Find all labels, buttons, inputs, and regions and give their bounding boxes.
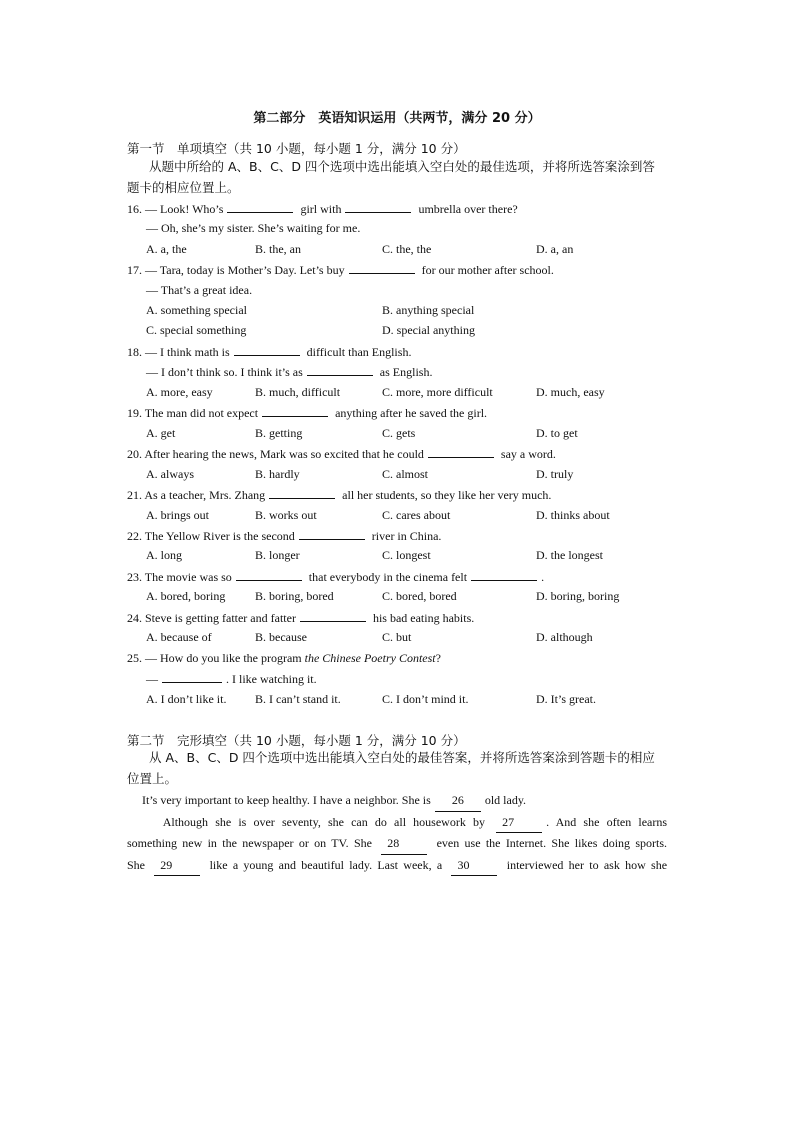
- option: D. a, an: [536, 242, 574, 256]
- question-19: 19. The man did not expect anything after he saved the girl.: [127, 406, 488, 420]
- option: A. because of: [146, 630, 212, 644]
- question-24: 24. Steve is getting fatter and fatter his bad eating habits.: [127, 611, 475, 625]
- blank-27: 27: [496, 812, 542, 834]
- blank-26: 26: [435, 790, 481, 812]
- option: D. the longest: [536, 548, 603, 562]
- option: C. bored, bored: [382, 589, 457, 603]
- option: B. works out: [255, 508, 317, 522]
- option: C. more, more difficult: [382, 385, 493, 399]
- option: C. but: [382, 630, 412, 644]
- blank-30: 30: [451, 855, 497, 877]
- question-23: 23. The movie was so that everybody in the cinema felt .: [127, 570, 545, 584]
- question-25-response: — . I like watching it.: [146, 672, 317, 686]
- question-17-response: — That’s a great idea.: [146, 283, 253, 297]
- option: D. to get: [536, 426, 578, 440]
- question-18: 18. — I think math is difficult than English.: [127, 345, 412, 359]
- section1-heading: 第一节 单项填空（共 10 小题，每小题 1 分，满分 10 分）: [127, 141, 466, 156]
- option: B. much, difficult: [255, 385, 341, 399]
- part-title: 第二部分 英语知识运用（共两节，满分 20 分）: [253, 111, 541, 126]
- question-17: 17. — Tara, today is Mother’s Day. Let’s buy for our mother after school.: [127, 263, 554, 277]
- option: C. cares about: [382, 508, 451, 522]
- option: A. a, the: [146, 242, 187, 256]
- question-21: 21. As a teacher, Mrs. Zhang all her students, so they like her very much.: [127, 488, 552, 502]
- option: D. although: [536, 630, 593, 644]
- section2-heading: 第二节 完形填空（共 10 小题，每小题 1 分，满分 10 分）: [127, 733, 466, 748]
- option: C. gets: [382, 426, 416, 440]
- section1-instruction: 从题中所给的 A、B、C、D 四个选项中选出能填入空白处的最佳选项，并将所选答案涂到答 题卡的相应位置上。: [127, 159, 655, 195]
- passage-line: It’s very important to keep healthy. I have a neighbor. She is 26 old lady.: [127, 790, 667, 812]
- option: A. I don’t like it.: [146, 692, 227, 706]
- question-18-response: — I don’t think so. I think it’s as as English.: [146, 365, 433, 379]
- option: C. I don’t mind it.: [382, 692, 469, 706]
- passage-line: Although she is over seventy, she can do all housework by 27 . And she often learns: [127, 812, 667, 834]
- passage-line: She 29 like a young and beautiful lady. Last week, a 30 interviewed her to ask how she: [127, 855, 667, 877]
- option: D. boring, boring: [536, 589, 620, 603]
- option: C. almost: [382, 467, 429, 481]
- option: B. hardly: [255, 467, 300, 481]
- option: A. something special: [146, 303, 247, 317]
- option: C. the, the: [382, 242, 432, 256]
- option: B. the, an: [255, 242, 301, 256]
- option: C. longest: [382, 548, 431, 562]
- option: D. much, easy: [536, 385, 605, 399]
- option: A. more, easy: [146, 385, 213, 399]
- question-22: 22. The Yellow River is the second river in China.: [127, 529, 442, 543]
- option: B. I can’t stand it.: [255, 692, 341, 706]
- option: D. special anything: [382, 323, 475, 337]
- cloze-passage: [127, 790, 667, 876]
- question-25: 25. — How do you like the program the Chinese Poetry Contest?: [127, 651, 441, 665]
- option: A. long: [146, 548, 182, 562]
- question-16: 16. — Look! Who’s girl with umbrella over there?: [127, 202, 518, 216]
- option: D. truly: [536, 467, 574, 481]
- option: A. always: [146, 467, 194, 481]
- option: B. anything special: [382, 303, 475, 317]
- option: B. because: [255, 630, 307, 644]
- option: B. getting: [255, 426, 303, 440]
- section2-instruction: 从 A、B、C、D 四个选项中选出能填入空白处的最佳答案，并将所选答案涂到答题卡的相应 位置上。: [127, 750, 655, 786]
- blank-29: 29: [154, 855, 200, 877]
- option: D. It’s great.: [536, 692, 596, 706]
- option: B. boring, bored: [255, 589, 334, 603]
- option: A. brings out: [146, 508, 209, 522]
- option: A. bored, boring: [146, 589, 226, 603]
- question-16-response: — Oh, she’s my sister. She’s waiting for me.: [146, 221, 361, 235]
- option: D. thinks about: [536, 508, 610, 522]
- option: B. longer: [255, 548, 300, 562]
- option: A. get: [146, 426, 176, 440]
- blank-28: 28: [381, 833, 427, 855]
- option: C. special something: [146, 323, 247, 337]
- question-20: 20. After hearing the news, Mark was so excited that he could say a word.: [127, 447, 556, 461]
- passage-line: something new in the newspaper or on TV. She 28 even use the Internet. She likes doing sports.: [127, 833, 667, 855]
